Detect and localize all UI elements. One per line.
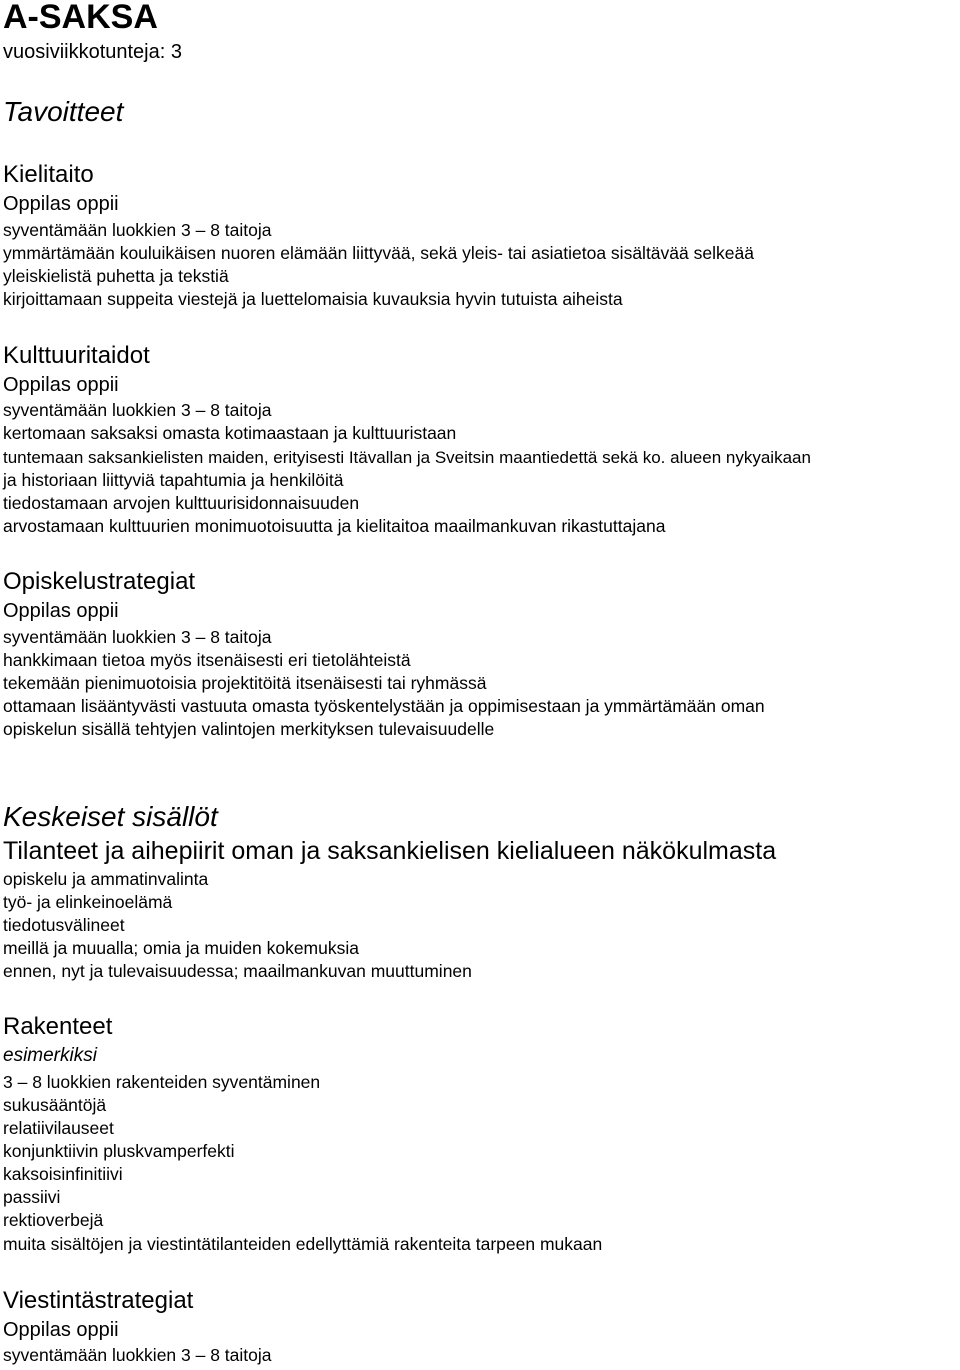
- kulttuuritaidot-heading: Kulttuuritaidot: [3, 342, 150, 369]
- kulttuuritaidot-item: kertomaan saksaksi omasta kotimaastaan ja kulttuuristaan: [3, 423, 457, 443]
- tilanteet-item: meillä ja muualla; omia ja muiden kokemuksia: [3, 938, 359, 958]
- kulttuuritaidot-item: tuntemaan saksankielisten maiden, erityisesti Itävallan ja Sveitsin maantiedettä sekä ko. alueen nykyaikaan: [3, 448, 811, 467]
- tilanteet-item: ennen, nyt ja tulevaisuudessa; maailmankuvan muuttuminen: [3, 961, 472, 981]
- kielitaito-intro: Oppilas oppii: [3, 193, 119, 215]
- rakenteet-item: relatiivilauseet: [3, 1118, 114, 1138]
- viestintastrategiat-item: syventämään luokkien 3 – 8 taitoja: [3, 1345, 272, 1365]
- kulttuuritaidot-item: arvostamaan kulttuurien monimuotoisuutta ja kielitaitoa maailmankuvan rikastuttajana: [3, 516, 666, 536]
- tilanteet-item: työ- ja elinkeinoelämä: [3, 892, 173, 912]
- rakenteet-item: passiivi: [3, 1187, 61, 1207]
- rakenteet-note: esimerkiksi: [3, 1045, 97, 1066]
- kulttuuritaidot-intro: Oppilas oppii: [3, 374, 119, 396]
- kielitaito-heading: Kielitaito: [3, 161, 94, 188]
- kielitaito-item: yleiskielistä puhetta ja tekstiä: [3, 266, 229, 286]
- opiskelustrategiat-item: tekemään pienimuotoisia projektitöitä itsenäisesti tai ryhmässä: [3, 673, 487, 693]
- kielitaito-item: kirjoittamaan suppeita viestejä ja luettelomaisia kuvauksia hyvin tutuista aiheista: [3, 289, 623, 309]
- document-title: A-SAKSA: [3, 0, 158, 36]
- viestintastrategiat-intro: Oppilas oppii: [3, 1319, 119, 1341]
- kulttuuritaidot-item: ja historiaan liittyviä tapahtumia ja henkilöitä: [3, 470, 344, 490]
- rakenteet-item: sukusääntöjä: [3, 1095, 107, 1115]
- rakenteet-item: kaksoisinfinitiivi: [3, 1164, 123, 1184]
- rakenteet-heading: Rakenteet: [3, 1013, 113, 1040]
- opiskelustrategiat-intro: Oppilas oppii: [3, 600, 119, 622]
- rakenteet-item: konjunktiivin pluskvamperfekti: [3, 1141, 235, 1161]
- opiskelustrategiat-item: syventämään luokkien 3 – 8 taitoja: [3, 627, 272, 647]
- kulttuuritaidot-item: syventämään luokkien 3 – 8 taitoja: [3, 400, 272, 420]
- keskeiset-sisallot-heading: Keskeiset sisällöt: [3, 801, 218, 832]
- opiskelustrategiat-heading: Opiskelustrategiat: [3, 568, 196, 595]
- opiskelustrategiat-item: hankkimaan tietoa myös itsenäisesti eri tietolähteistä: [3, 650, 411, 670]
- viestintastrategiat-heading: Viestintästrategiat: [3, 1287, 194, 1314]
- kielitaito-item: ymmärtämään kouluikäisen nuoren elämään liittyvää, sekä yleis- tai asiatietoa sisältävää selkeää: [3, 243, 754, 263]
- rakenteet-item: rektioverbejä: [3, 1210, 104, 1230]
- tilanteet-item: opiskelu ja ammatinvalinta: [3, 869, 209, 889]
- rakenteet-item: 3 – 8 luokkien rakenteiden syventäminen: [3, 1072, 321, 1092]
- tilanteet-heading: Tilanteet ja aihepiirit oman ja saksankielisen kielialueen näkökulmasta: [3, 837, 777, 865]
- tilanteet-item: tiedotusvälineet: [3, 915, 125, 935]
- kielitaito-item: syventämään luokkien 3 – 8 taitoja: [3, 220, 272, 240]
- opiskelustrategiat-item: opiskelun sisällä tehtyjen valintojen merkityksen tulevaisuudelle: [3, 719, 495, 739]
- kulttuuritaidot-item: tiedostamaan arvojen kulttuurisidonnaisuuden: [3, 493, 360, 513]
- tavoitteet-heading: Tavoitteet: [3, 96, 124, 127]
- rakenteet-item: muita sisältöjen ja viestintätilanteiden edellyttämiä rakenteita tarpeen mukaan: [3, 1234, 603, 1254]
- opiskelustrategiat-item: ottamaan lisääntyvästi vastuuta omasta työskentelystään ja oppimisestaan ja ymmärtämään oman: [3, 696, 765, 716]
- weekly-hours: vuosiviikkotunteja: 3: [3, 41, 182, 63]
